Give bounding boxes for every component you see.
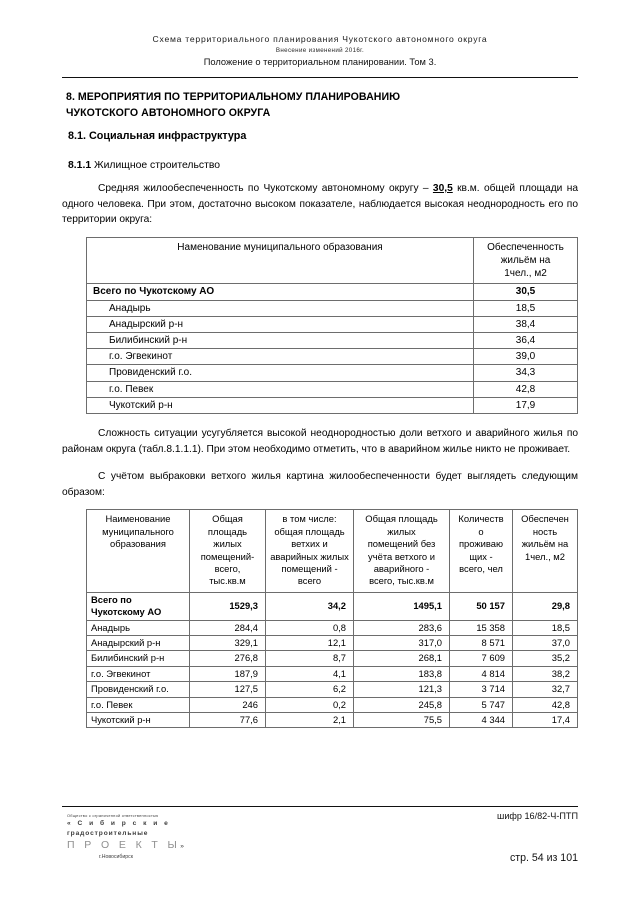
h2-l1: Общая [212,513,243,525]
table-row [87,713,578,728]
cell-provision-value: 34,3 [474,365,578,381]
table-row [87,316,578,332]
cell-area-excluding: 283,6 [354,620,450,635]
chapter-heading-line-2: ЧУКОТСКОГО АВТОНОМНОГО ОКРУГА [66,106,271,119]
cell-total-area: 1529,3 [190,592,266,620]
h3-l6: всего [297,575,322,587]
table-housing-detail-body [87,592,578,728]
header-cell-provision [474,237,578,284]
logo-line-sibirskie: « С и б и р с к и е [67,820,171,827]
cell-municipality-name: г.о. Певек [87,697,190,712]
total-name-line-1: Всего по [91,593,132,605]
paragraph-average-provision [62,181,578,228]
cell-provision: 29,8 [513,592,578,620]
h6-l1: Обеспечен [521,513,569,525]
cell-municipality-name: г.о. Эгвекинот [87,666,190,681]
header-provision-line-2: жильём на [500,254,551,266]
h3-l5: помещений - [281,563,338,575]
header-cell-municipality [87,510,190,592]
h6-l2: ность [532,525,558,537]
cell-total-name: Всего по Чукотскому АО [87,284,474,300]
cell-total-area: 246 [190,697,266,712]
footer-right-block [378,810,578,865]
cell-total-area: 187,9 [190,666,266,681]
table-row [87,397,578,413]
header-cell-municipality: Наменование муниципального образования [87,237,474,284]
cell-total-value: 30,5 [474,284,578,300]
cell-municipality-name: г.о. Эгвекинот [87,349,474,365]
h3-l2: общая площадь [274,525,345,537]
header-cell-population [450,510,513,592]
cell-municipality-name: Чукотский р-н [87,397,474,413]
h3-l4: аварийных жилых [270,550,349,562]
h2-l6: тыс.кв.м [209,575,246,587]
total-name-line-2: Чукотскому АО [91,606,162,618]
paragraph-culling-intro: С учётом выбраковки ветхого жилья картина жилообеспеченности будет выглядеть следующим образом: [62,471,578,498]
header-subtitle-line-2: Внесение изменений 2016г. [275,47,365,54]
header-cell-total-area [190,510,266,592]
cell-population: 50 157 [450,592,513,620]
table-header-row [87,237,578,284]
cell-municipality-name: Анадырь [87,300,474,316]
table-row [87,620,578,635]
table-housing-provision-head [87,237,578,284]
table-housing-detail [86,509,578,728]
cell-municipality-name: Билибинский р-н [87,333,474,349]
cell-municipality-name: Билибинский р-н [87,651,190,666]
h6-l4: 1чел., м2 [525,550,565,562]
cell-dilapidated-area: 4,1 [266,666,354,681]
h4-l5: аварийного - [373,563,430,575]
page-number: стр. 54 из 101 [509,852,578,864]
table-row [87,349,578,365]
cell-dilapidated-area: 6,2 [266,682,354,697]
cell-provision: 42,8 [513,697,578,712]
chapter-heading-line-1: 8. МЕРОПРИЯТИЯ ПО ТЕРРИТОРИАЛЬНОМУ ПЛАНИРОВАНИЮ [66,91,401,103]
logo-legal-form: Общество с ограниченной ответственностью [67,813,159,818]
h4-l6: всего, тыс.кв.м [369,575,434,587]
chapter-heading [62,90,578,121]
cell-provision: 38,2 [513,666,578,681]
h5-l4: щих - [469,550,493,562]
document-running-header [62,33,578,69]
header-provision-line-1: Обеспеченность [487,241,564,253]
cell-total-area: 284,4 [190,620,266,635]
paragraph-1-text-after: кв.м. общей площади на одного человека. При этом, достаточно высоком показателе, наблюдается высокая неоднородность его по территории округа: [62,183,578,226]
document-footer [62,810,578,890]
section-heading: 8.1. Социальная инфраструктура [68,130,247,142]
cell-total-area: 77,6 [190,713,266,728]
cell-population: 4 344 [450,713,513,728]
table-header-row [87,510,578,592]
table-row [87,682,578,697]
cell-provision-value: 38,4 [474,316,578,332]
paragraph-1-highlight-value: 30,5 [432,183,453,194]
table-row [87,365,578,381]
h4-l4: учёта ветхого и [368,550,435,562]
table-housing-provision [86,237,578,414]
table-row-total [87,284,578,300]
cell-population: 15 358 [450,620,513,635]
h5-l5: всего, чел [459,563,503,575]
cell-area-excluding: 268,1 [354,651,450,666]
cell-dilapidated-area: 2,1 [266,713,354,728]
subsection-title: Жилищное строительство [94,160,221,171]
table-row [87,381,578,397]
header-provision-line-3: 1чел., м2 [504,268,547,280]
cell-area-excluding: 183,8 [354,666,450,681]
cell-population: 5 747 [450,697,513,712]
cell-municipality-name: Чукотский р-н [87,713,190,728]
cell-provision-value: 18,5 [474,300,578,316]
cell-total-area: 329,1 [190,636,266,651]
header-cell-area-excluding [354,510,450,592]
h3-l1: в том числе: [282,513,337,525]
cell-provision: 37,0 [513,636,578,651]
table-row-total [87,592,578,620]
cell-provision: 18,5 [513,620,578,635]
cell-municipality-name: Анадырь [87,620,190,635]
cell-municipality-name: Провиденский г.о. [87,365,474,381]
cell-population: 3 714 [450,682,513,697]
table-row [87,636,578,651]
subsection-heading [62,160,578,171]
cell-dilapidated-area: 8,7 [266,651,354,666]
cell-dilapidated-area: 12,1 [266,636,354,651]
document-body [62,90,578,728]
table-row [87,333,578,349]
logo-city: г.Новосибирск [99,854,134,860]
table-housing-provision-body [87,284,578,414]
cell-municipality-name: Анадырский р-н [87,636,190,651]
cell-dilapidated-area: 0,8 [266,620,354,635]
company-logo [67,813,257,861]
h2-l5: всего, [214,563,241,575]
cell-provision: 35,2 [513,651,578,666]
h2-l4: помещений- [200,550,255,562]
cell-area-excluding: 245,8 [354,697,450,712]
cell-area-excluding: 75,5 [354,713,450,728]
h6-l3: жильём на [521,538,569,550]
paragraph-dilapidated-housing: Сложность ситуации усугубляется высокой неоднородностью доли ветхого и аварийного жилья по районам округа (табл.8.1.1.1). При этом необходимо отметить, что в аварийном жилье никто не проживает. [62,428,578,455]
table-row [87,697,578,712]
cell-provision-value: 36,4 [474,333,578,349]
cell-area-excluding: 1495,1 [354,592,450,620]
cell-municipality-name: Провиденский г.о. [87,682,190,697]
h5-l2: о [478,525,484,537]
h4-l2: жилых [387,525,416,537]
cell-provision: 32,7 [513,682,578,697]
document-cipher: шифр 16/82-Ч-ПТП [497,811,578,821]
header-cell-dilapidated-area [266,510,354,592]
cell-dilapidated-area: 34,2 [266,592,354,620]
cell-population: 8 571 [450,636,513,651]
header-divider-rule [62,77,578,78]
cell-municipality-name: г.о. Певек [87,381,474,397]
header-title-line-1: Схема территориального планирования Чукотского автономного округа [152,34,488,44]
h2-l2: площадь [207,525,248,537]
h5-l3: проживаю [458,538,504,550]
h4-l1: Общая площадь [365,513,438,525]
cell-provision-value: 17,9 [474,397,578,413]
cell-area-excluding: 317,0 [354,636,450,651]
cell-total-area: 127,5 [190,682,266,697]
h5-l1: Количеств [458,513,504,525]
h1-l2: муниципального [102,525,174,537]
cell-total-name [87,592,190,620]
table-row [87,300,578,316]
h1-l1: Наименование [105,513,171,525]
cell-population: 4 814 [450,666,513,681]
h2-l3: жилых [213,538,242,550]
table-row [87,666,578,681]
footer-divider-rule [62,806,578,807]
cell-municipality-name: Анадырский р-н [87,316,474,332]
h4-l3: помещений без [367,538,436,550]
cell-total-area: 276,8 [190,651,266,666]
cell-provision: 17,4 [513,713,578,728]
logo-line-gradostroitelnye: градостроительные [67,830,149,837]
table-row [87,651,578,666]
table-housing-detail-head [87,510,578,592]
header-volume-line-3: Положение о территориальном планировании. Том 3. [203,57,437,67]
logo-proekty-text: П Р О Е К Т Ы [67,839,181,851]
cell-dilapidated-area: 0,2 [266,697,354,712]
header-cell-provision [513,510,578,592]
subsection-number: 8.1.1 [68,160,92,171]
logo-closing-quote: » [180,843,184,850]
h3-l3: ветхих и [291,538,328,550]
paragraph-1-text-before: Средняя жилообеспеченность по Чукотскому автономному округу – [98,183,433,194]
cell-provision-value: 39,0 [474,349,578,365]
cell-area-excluding: 121,3 [354,682,450,697]
cell-provision-value: 42,8 [474,381,578,397]
cell-population: 7 609 [450,651,513,666]
h1-l3: образования [110,538,166,550]
logo-line-proekty [67,839,257,853]
